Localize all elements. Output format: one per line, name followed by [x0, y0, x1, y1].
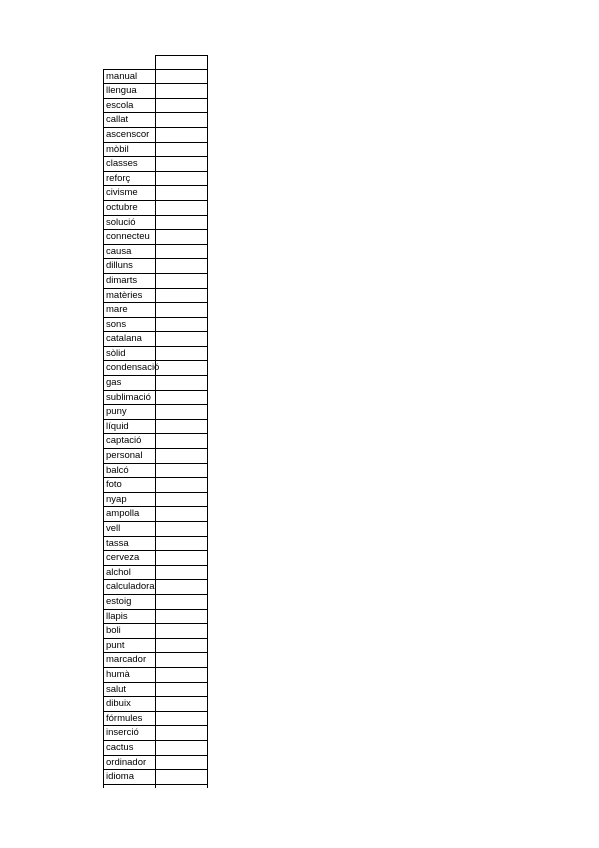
header-word-cell — [104, 56, 156, 70]
answer-cell[interactable] — [156, 98, 208, 113]
word-cell: gas — [104, 376, 156, 391]
word-cell: foto — [104, 478, 156, 493]
table-row — [104, 230, 208, 245]
table-row — [104, 346, 208, 361]
table-row — [104, 405, 208, 420]
answer-cell[interactable] — [156, 332, 208, 347]
table-row — [104, 113, 208, 128]
header-row — [104, 56, 208, 70]
table-row — [104, 259, 208, 274]
word-cell: octubre — [104, 200, 156, 215]
answer-cell[interactable] — [156, 755, 208, 770]
word-cell: dibuix — [104, 697, 156, 712]
word-cell: marcador — [104, 653, 156, 668]
word-cell: salut — [104, 682, 156, 697]
answer-cell[interactable] — [156, 580, 208, 595]
table-row — [104, 171, 208, 186]
word-cell: sublimació — [104, 390, 156, 405]
table-row — [104, 536, 208, 551]
word-cell: llengua — [104, 84, 156, 99]
word-cell: ampolla — [104, 507, 156, 522]
table-row — [104, 609, 208, 624]
table-row — [104, 69, 208, 84]
word-cell: tassa — [104, 536, 156, 551]
table-row — [104, 244, 208, 259]
table-row — [104, 551, 208, 566]
table-row — [104, 711, 208, 726]
word-cell: puny — [104, 405, 156, 420]
table-row — [104, 755, 208, 770]
table-row — [104, 332, 208, 347]
word-cell: personal — [104, 449, 156, 464]
answer-cell[interactable] — [156, 303, 208, 318]
word-cell: fórmules — [104, 711, 156, 726]
word-cell: estoig — [104, 594, 156, 609]
word-cell: nyap — [104, 492, 156, 507]
word-cell: escola — [104, 98, 156, 113]
answer-cell[interactable] — [156, 186, 208, 201]
trailing-row — [104, 784, 208, 788]
answer-cell[interactable] — [156, 390, 208, 405]
answer-cell[interactable] — [156, 449, 208, 464]
table-row — [104, 492, 208, 507]
answer-cell[interactable] — [156, 346, 208, 361]
word-cell: mare — [104, 303, 156, 318]
answer-cell[interactable] — [156, 361, 208, 376]
answer-cell[interactable] — [156, 682, 208, 697]
word-cell: humà — [104, 667, 156, 682]
word-cell: calculadora — [104, 580, 156, 595]
table-row — [104, 376, 208, 391]
table-row — [104, 157, 208, 172]
word-cell: cactus — [104, 740, 156, 755]
answer-cell[interactable] — [156, 507, 208, 522]
table-row — [104, 507, 208, 522]
table-row — [104, 638, 208, 653]
answer-cell[interactable] — [156, 259, 208, 274]
word-cell: balcó — [104, 463, 156, 478]
trailing-cell — [156, 784, 208, 788]
word-cell: vell — [104, 522, 156, 537]
table-row — [104, 478, 208, 493]
answer-cell[interactable] — [156, 127, 208, 142]
answer-cell[interactable] — [156, 653, 208, 668]
table-row — [104, 667, 208, 682]
word-cell: matèries — [104, 288, 156, 303]
table-row — [104, 726, 208, 741]
answer-cell[interactable] — [156, 317, 208, 332]
word-cell: manual — [104, 69, 156, 84]
answer-cell[interactable] — [156, 215, 208, 230]
table-row — [104, 390, 208, 405]
answer-cell[interactable] — [156, 113, 208, 128]
table-row — [104, 594, 208, 609]
table-row — [104, 215, 208, 230]
table-row — [104, 580, 208, 595]
word-cell: ascenscor — [104, 127, 156, 142]
word-cell: causa — [104, 244, 156, 259]
table-row — [104, 624, 208, 639]
table-row — [104, 84, 208, 99]
word-table-body — [104, 56, 208, 789]
answer-cell[interactable] — [156, 157, 208, 172]
table-row — [104, 317, 208, 332]
answer-cell[interactable] — [156, 522, 208, 537]
word-cell: cerveza — [104, 551, 156, 566]
answer-cell[interactable] — [156, 740, 208, 755]
table-row — [104, 98, 208, 113]
answer-cell[interactable] — [156, 770, 208, 785]
word-cell: reforç — [104, 171, 156, 186]
answer-cell[interactable] — [156, 230, 208, 245]
answer-cell[interactable] — [156, 711, 208, 726]
answer-cell[interactable] — [156, 84, 208, 99]
answer-cell[interactable] — [156, 288, 208, 303]
answer-cell[interactable] — [156, 551, 208, 566]
word-cell: captació — [104, 434, 156, 449]
table-row — [104, 740, 208, 755]
table-row — [104, 419, 208, 434]
word-cell: mòbil — [104, 142, 156, 157]
table-row — [104, 463, 208, 478]
answer-cell[interactable] — [156, 624, 208, 639]
answer-cell[interactable] — [156, 142, 208, 157]
word-cell: condensació — [104, 361, 156, 376]
table-row — [104, 186, 208, 201]
answer-cell[interactable] — [156, 478, 208, 493]
answer-cell[interactable] — [156, 638, 208, 653]
word-cell: ordinador — [104, 755, 156, 770]
word-cell: civisme — [104, 186, 156, 201]
word-cell: alchol — [104, 565, 156, 580]
word-cell: callat — [104, 113, 156, 128]
answer-cell[interactable] — [156, 171, 208, 186]
answer-cell[interactable] — [156, 69, 208, 84]
header-blank-cell[interactable] — [156, 56, 208, 70]
table-row — [104, 142, 208, 157]
word-table — [103, 55, 208, 788]
word-cell: idioma — [104, 770, 156, 785]
answer-cell[interactable] — [156, 667, 208, 682]
word-cell: dimarts — [104, 273, 156, 288]
table-row — [104, 434, 208, 449]
table-row — [104, 127, 208, 142]
table-row — [104, 682, 208, 697]
answer-cell[interactable] — [156, 565, 208, 580]
answer-cell[interactable] — [156, 726, 208, 741]
word-cell: connecteu — [104, 230, 156, 245]
word-cell: catalana — [104, 332, 156, 347]
word-cell: líquid — [104, 419, 156, 434]
table-row — [104, 449, 208, 464]
answer-cell[interactable] — [156, 697, 208, 712]
table-row — [104, 361, 208, 376]
trailing-cell — [104, 784, 156, 788]
answer-cell[interactable] — [156, 200, 208, 215]
answer-cell[interactable] — [156, 536, 208, 551]
word-cell: inserció — [104, 726, 156, 741]
word-cell: punt — [104, 638, 156, 653]
table-row — [104, 273, 208, 288]
table-row — [104, 653, 208, 668]
answer-cell[interactable] — [156, 463, 208, 478]
table-row — [104, 770, 208, 785]
answer-cell[interactable] — [156, 376, 208, 391]
table-row — [104, 288, 208, 303]
table-row — [104, 303, 208, 318]
table-row — [104, 565, 208, 580]
word-cell: sòlid — [104, 346, 156, 361]
table-row — [104, 522, 208, 537]
answer-cell[interactable] — [156, 492, 208, 507]
answer-cell[interactable] — [156, 419, 208, 434]
word-cell: llapis — [104, 609, 156, 624]
word-cell: boli — [104, 624, 156, 639]
answer-cell[interactable] — [156, 244, 208, 259]
table-row — [104, 697, 208, 712]
answer-cell[interactable] — [156, 273, 208, 288]
answer-cell[interactable] — [156, 405, 208, 420]
word-cell: solució — [104, 215, 156, 230]
word-cell: sons — [104, 317, 156, 332]
word-cell: classes — [104, 157, 156, 172]
answer-cell[interactable] — [156, 434, 208, 449]
answer-cell[interactable] — [156, 609, 208, 624]
answer-cell[interactable] — [156, 594, 208, 609]
table-row — [104, 200, 208, 215]
word-cell: dilluns — [104, 259, 156, 274]
